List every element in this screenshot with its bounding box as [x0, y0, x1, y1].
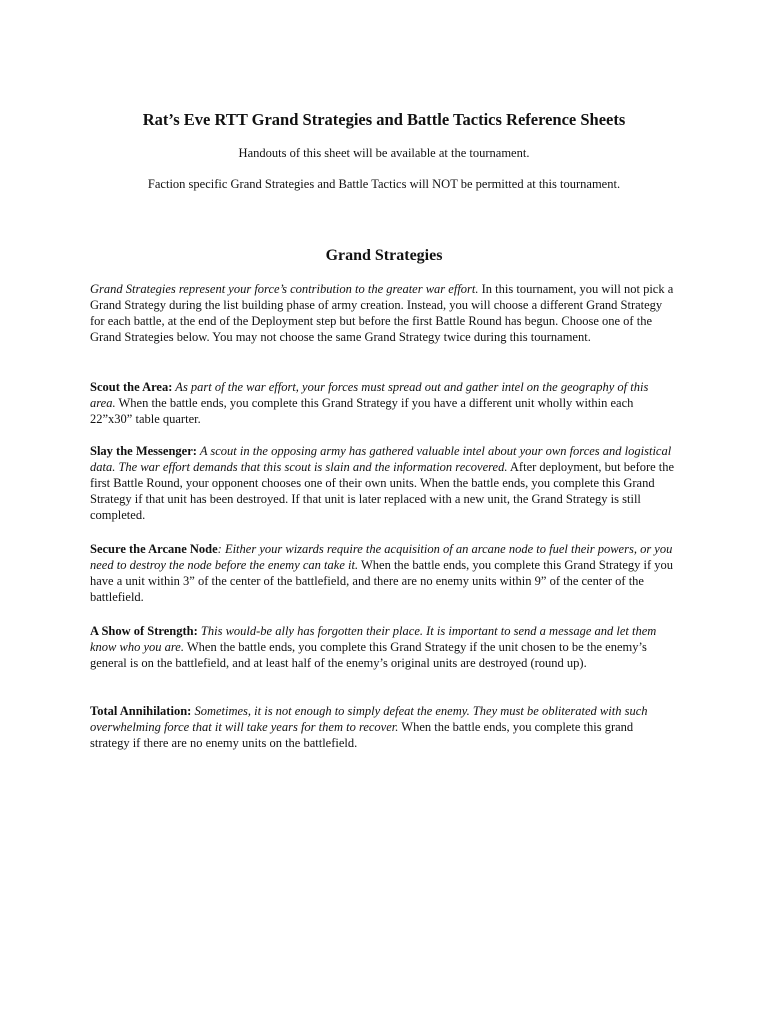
strategy-name: A Show of Strength:	[90, 624, 198, 638]
section-title: Grand Strategies	[325, 247, 443, 264]
faction-note: Faction specific Grand Strategies and Battle Tactics will NOT be permitted at this tournament.	[147, 177, 621, 191]
strategy-slay-the-messenger	[90, 443, 675, 523]
strategy-name: Slay the Messenger:	[90, 444, 197, 458]
strategy-flavor: A scout in the opposing army has gathered valuable intel about your own forces and logistical data. The war effort demands that this scout is slain and the information recovered.	[90, 444, 672, 474]
strategy-secure-the-arcane-node	[90, 541, 675, 605]
strategy-a-show-of-strength	[90, 623, 675, 671]
intro-paragraph	[90, 281, 675, 345]
strategy-rule: When the battle ends, you complete this Grand Strategy if you have a different unit wholly within each 22”x30” table quarter.	[90, 396, 634, 426]
strategy-flavor: This would-be ally has forgotten their place. It is important to send a message and let them know who you are.	[90, 624, 657, 654]
intro-italic: Grand Strategies represent your force’s contribution to the greater war effort.	[90, 282, 479, 296]
strategy-name: Scout the Area:	[90, 380, 173, 394]
strategy-scout-the-area	[90, 379, 675, 427]
strategy-name: Total Annihilation:	[90, 704, 192, 718]
strategy-total-annihilation	[90, 703, 675, 751]
strategy-rule: When the battle ends, you complete this Grand Strategy if you have a unit within 3” of the center of the battlefield, and there are no enemy units within 9” of the center of the battlefield.	[90, 558, 674, 604]
strategy-flavor: : Either your wizards require the acquisition of an arcane node to fuel their powers, or you need to destroy the node before the enemy can take it.	[90, 542, 673, 572]
strategy-flavor: Sometimes, it is not enough to simply defeat the enemy. They must be obliterated with such overwhelming force that it will take years for them to recover.	[90, 704, 648, 734]
strategy-rule: When the battle ends, you complete this grand strategy if there are no enemy units on the battlefield.	[90, 720, 634, 750]
document-title: Rat’s Eve RTT Grand Strategies and Battle Tactics Reference Sheets	[142, 110, 626, 129]
intro-rest: In this tournament, you will not pick a Grand Strategy during the list building phase of army creation. Instead, you will choose a different Grand Strategy for each battle, at the end of the Deployment step but before the first Battle Round has begun. Choose one of the Grand Strategies below. You may not choose the same Grand Strategy twice during this tournament.	[90, 282, 674, 344]
strategy-flavor: As part of the war effort, your forces must spread out and gather intel on the geography of this area.	[90, 380, 649, 410]
strategy-rule: When the battle ends, you complete this Grand Strategy if the unit chosen to be the enemy’s general is on the battlefield, and at least half of the enemy’s original units are destroyed (round up).	[90, 640, 647, 670]
handouts-note: Handouts of this sheet will be available at the tournament.	[238, 146, 530, 160]
strategy-name: Secure the Arcane Node	[90, 542, 218, 556]
strategy-rule: After deployment, but before the first Battle Round, your opponent chooses one of their own units. When the battle ends, you complete this Grand Strategy if that unit has been destroyed. If that unit is later replaced with a new unit, the Grand Strategy is still completed.	[90, 460, 675, 522]
